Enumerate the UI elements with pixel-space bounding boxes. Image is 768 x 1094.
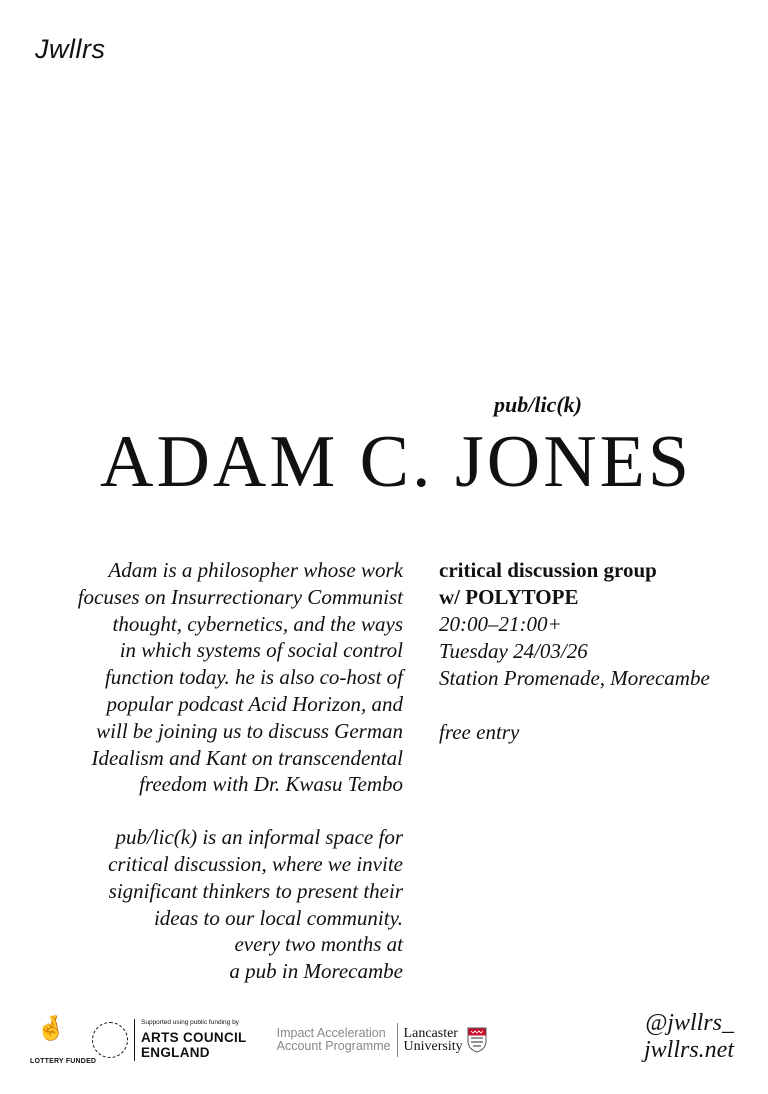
bio-line: Adam is a philosopher whose work	[108, 558, 403, 582]
series-name: pub/lic(k)	[494, 392, 582, 417]
supported-by-label: Supported using public funding by	[141, 1019, 239, 1027]
bio-line: freedom with Dr. Kwasu Tembo	[139, 772, 403, 797]
lancaster-line2: University	[403, 1039, 463, 1054]
bio-line: Idealism and Kant on transcendental	[91, 745, 403, 770]
event-details	[439, 557, 759, 746]
website-link[interactable]: jwllrs.net	[643, 1037, 734, 1063]
description-column	[30, 557, 403, 985]
bio-paragraph	[30, 557, 403, 798]
iaa-line2: Account Programme	[276, 1039, 391, 1053]
about-paragraph	[30, 824, 403, 985]
bio-line: function today. he is also co-host of	[104, 665, 403, 690]
lancaster-line1: Lancaster	[403, 1026, 458, 1041]
event-entry: free entry	[439, 720, 520, 744]
divider	[134, 1019, 135, 1061]
divider	[397, 1023, 398, 1057]
bio-line: in which systems of social control	[119, 638, 403, 663]
arts-council-ring-icon	[92, 1022, 128, 1058]
about-line: critical discussion, where we invite	[108, 851, 403, 876]
lottery-funded-label: LOTTERY FUNDED	[30, 1058, 97, 1065]
bio-line: popular podcast Acid Horizon, and	[106, 691, 403, 716]
event-host: w/ POLYTOPE	[439, 585, 579, 609]
event-time: 20:00–21:00+	[439, 612, 562, 636]
contact-handles	[644, 1010, 734, 1064]
crossed-fingers-icon: 🤞	[36, 1015, 66, 1042]
iaa-line1: Impact Acceleration	[276, 1026, 386, 1040]
bio-line: focuses on Insurrectionary Communist	[77, 584, 403, 609]
arts-council-name-line1: ARTS COUNCIL	[141, 1029, 247, 1045]
brand-logo: Jwllrs	[35, 34, 106, 64]
about-line: significant thinkers to present their	[108, 878, 403, 903]
about-line: ideas to our local community.	[153, 905, 403, 930]
instagram-handle[interactable]: @jwllrs_	[645, 1010, 734, 1036]
sponsor-logos	[30, 1014, 487, 1066]
university-crest-icon	[467, 1027, 487, 1053]
impact-acceleration-logo	[277, 1027, 391, 1053]
arts-council-name-line2: ENGLAND	[141, 1044, 210, 1060]
event-venue: Station Promenade, Morecambe	[439, 666, 710, 690]
about-line: pub/lic(k) is an informal space for	[115, 825, 403, 850]
headline-speaker-name: ADAM C. JONES	[100, 421, 693, 503]
about-line: every two months at	[234, 932, 403, 957]
lottery-funded-logo	[30, 1015, 97, 1065]
bio-line: thought, cybernetics, and the ways	[112, 611, 403, 636]
lancaster-university-logo	[404, 1027, 463, 1053]
arts-council-logo	[141, 1020, 247, 1060]
event-title: critical discussion group	[439, 558, 657, 582]
bio-line: will be joining us to discuss German	[96, 718, 403, 743]
about-line: a pub in Morecambe	[229, 959, 403, 984]
event-date: Tuesday 24/03/26	[439, 639, 588, 663]
